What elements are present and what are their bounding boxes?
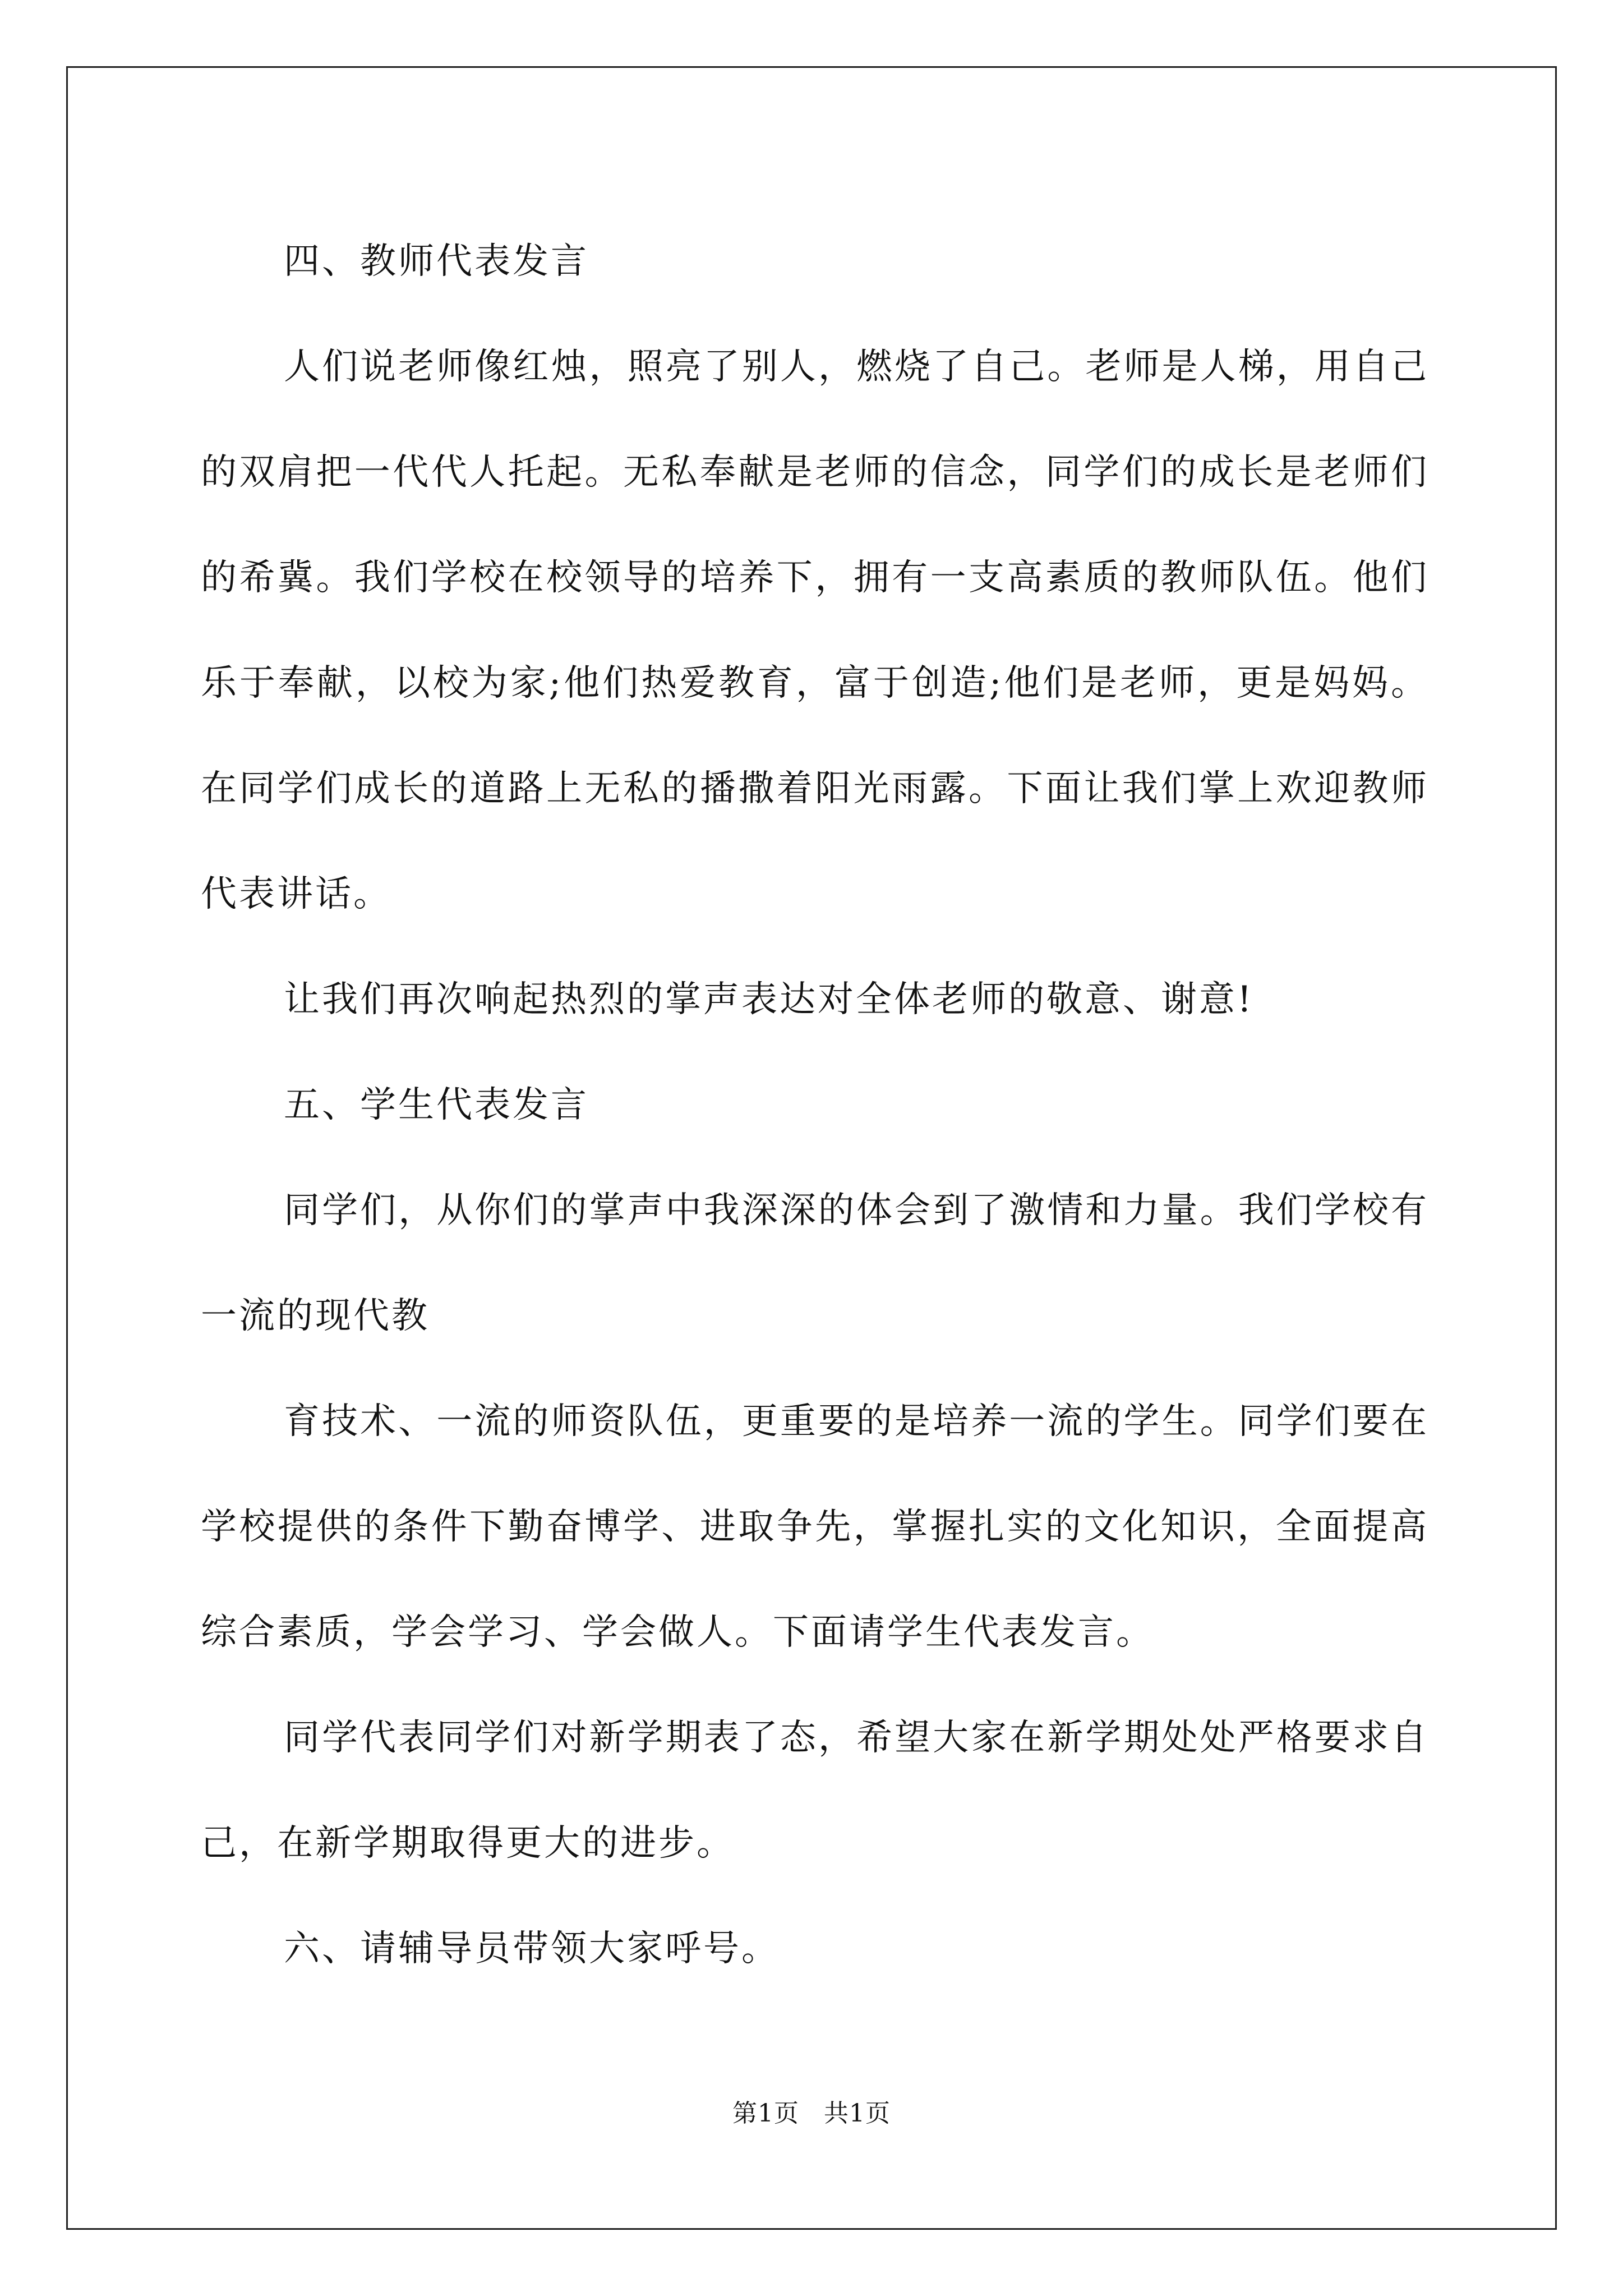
paragraph-applause: 让我们再次响起热烈的掌声表达对全体老师的敬意、谢意! (284, 979, 1254, 1020)
page-number-current: 第1页 (732, 2099, 799, 2128)
document-body (201, 209, 1429, 2001)
paragraph-teacher-intro: 人们说老师像红烛，照亮了别人，燃烧了自己。老师是人梯，用自己的双肩把一代代人托起。无私奉献是老师的信念，同学们的成长是老师们的希冀。我们学校在校领导的培养下，拥有一支高素质的教师队伍。他们乐于奉献，以校为家;他们热爱教育，富于创造;他们是老师，更是妈妈。在同学们成长的道路上无私的播撒着阳光雨露。下面让我们掌上欢迎教师代表讲话。 (201, 346, 1429, 915)
paragraph-student-intro: 同学们，从你们的掌声中我深深的体会到了激情和力量。我们学校有一流的现代教 (201, 1190, 1429, 1337)
page-number-total: 共1页 (824, 2099, 891, 2128)
heading-student-speech: 五、学生代表发言 (284, 1084, 589, 1126)
heading-teacher-speech: 四、教师代表发言 (284, 241, 589, 282)
paragraph-student-intro-continued: 育技术、一流的师资队伍，更重要的是培养一流的学生。同学们要在学校提供的条件下勤奋博学、进取争先，掌握扎实的文化知识，全面提高综合素质，学会学习、学会做人。下面请学生代表发言。 (201, 1401, 1429, 1653)
paragraph-student-pledge: 同学代表同学们对新学期表了态，希望大家在新学期处处严格要求自己，在新学期取得更大的进步。 (201, 1717, 1429, 1864)
page-footer (0, 2097, 1623, 2131)
heading-counselor-slogan: 六、请辅导员带领大家呼号。 (284, 1928, 780, 1970)
